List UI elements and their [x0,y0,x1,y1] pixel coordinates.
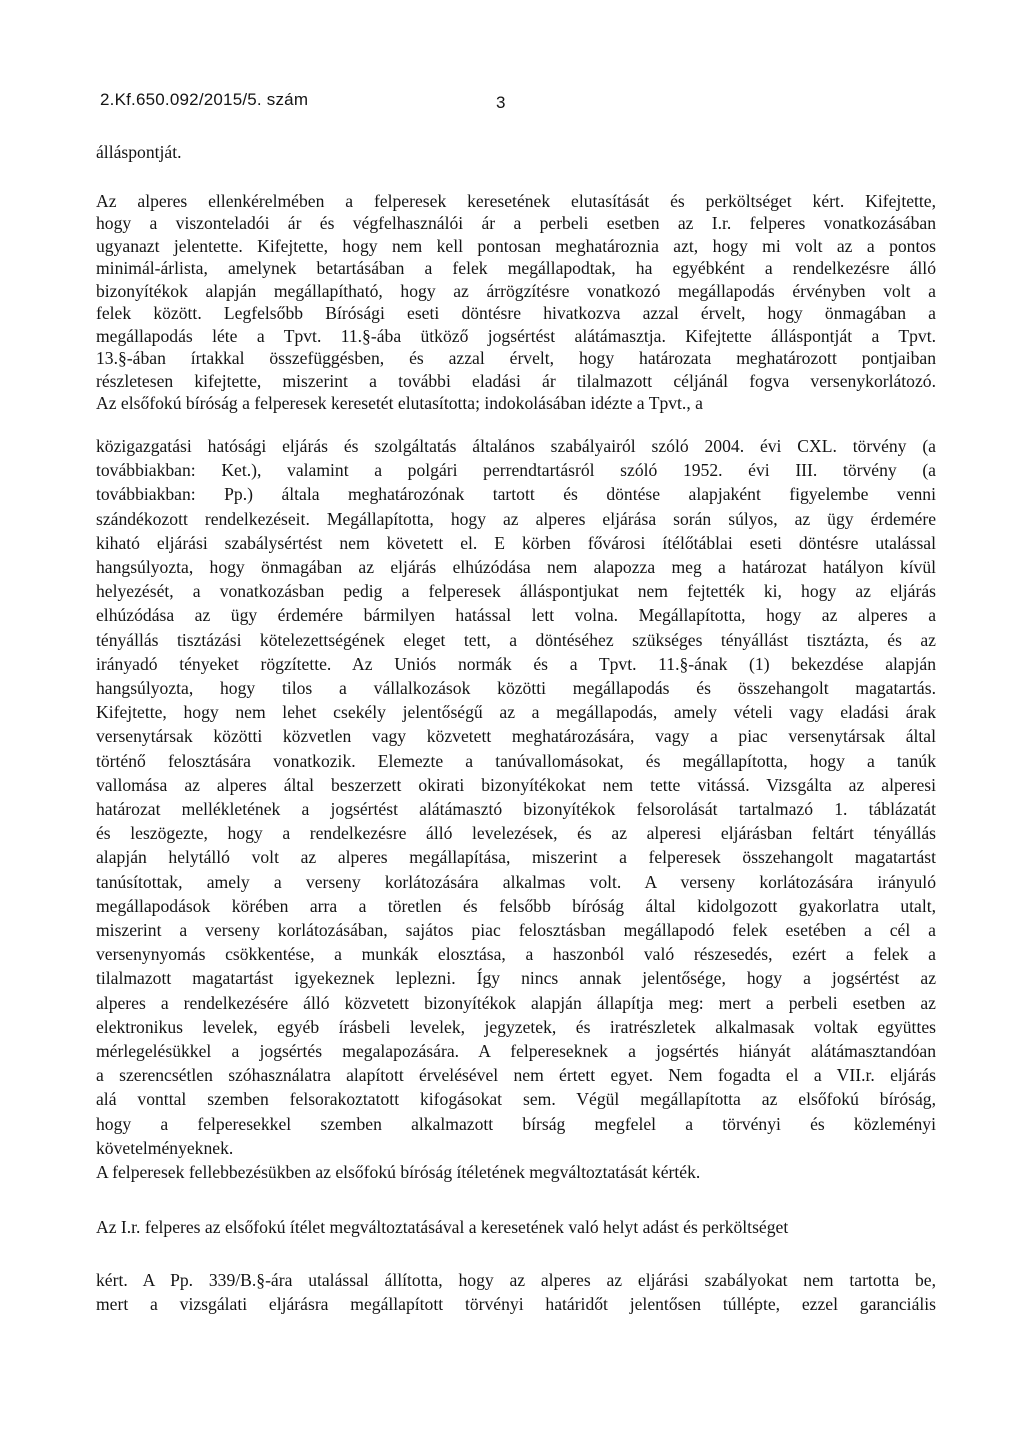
text-line: megállapodás léte a Tpvt. 11.§-ába ütköző jogsértést alátámasztja. Kifejtette álláspontját a Tpvt. [96,326,936,346]
text-line: határozat mellékletének a jogsértést alátámasztó bizonyítékok felsorolását tartalmazó 1. táblázatát [96,799,936,819]
text-line: irányadó tényeket rögzítette. Az Uniós normák és a Tpvt. 11.§-ának (1) bekezdése alapján [96,654,936,674]
text-line: Az I.r. felperes az elsőfokú ítélet megváltoztatásával a keresetének való helyt adást és perköltséget [96,1217,789,1237]
text-line: kiható eljárási szabálysértést nem követett el. E körben fővárosi ítélőtáblai eseti döntésre utalással [96,533,936,553]
text-line: hangsúlyozta, hogy tilos a vállalkozások közötti megállapodás és összehangolt magatartás. [96,678,936,698]
text-line: szándékozott rendelkezéseit. Megállapította, hogy az alperes eljárása során súlyos, az ügy érdemére [96,509,936,529]
text-line: felek között. Legfelsőbb Bírósági eseti döntésre hivatkozva azzal érvelt, hogy önmagában a [96,303,936,323]
text-line: tényállás tisztázási kötelezettségének eleget tett, a döntéséhez szükséges tényállást tisztázta, és az [96,630,936,650]
text-line: vallomása az alperes által beszerzett okirati bizonyítékokat nem tette vitássá. Vizsgálta az alperesi [96,775,936,795]
text-line: részletesen kifejtette, miszerint a további eladási ár tilalmazott céljánál fogva versenykorlátozó. [96,371,936,391]
text-line: alá vonttal szemben felsorakoztatott kifogásokat sem. Végül megállapította az elsőfokú bíróság, [96,1089,936,1109]
text-line: 13.§-ában írtakkal összefüggésben, és azzal érvelt, hogy határozata meghatározott pontjaiban [96,348,936,368]
page-number: 3 [496,93,506,112]
text-line: Az elsőfokú bíróság a felperesek keresetét elutasította; indokolásában idézte a Tpvt., a [96,393,703,413]
text-line: követelményeknek. [96,1138,234,1158]
text-line: tanúsítottak, amely a verseny korlátozására alkalmas volt. A verseny korlátozására irányuló [96,872,936,892]
text-line: tilalmazott magatartást igyekeznek leplezni. Így nincs annak jelentősége, hogy a jogsértést az [96,968,936,988]
text-line: továbbiakban: Pp.) általa meghatározónak tartott és döntése alapjaként figyelembe venni [96,484,936,504]
text-line: és leszögezte, hogy a rendelkezésre álló levelezések, és az alperesi eljárásban feltárt tényállás [96,823,936,843]
text-line: ugyanazt jelentette. Kifejtette, hogy nem kell pontosan meghatároznia azt, hogy mi volt az a pontos [96,236,936,256]
text-line: mérlegelésükkel a jogsértés megalapozására. A felpereseknek a jogsértés hiányát alátámasztandóan [96,1041,936,1061]
text-line: továbbiakban: Ket.), valamint a polgári perrendtartásról szóló 1952. évi III. törvény (a [96,460,936,480]
text-line: hogy a viszonteladói ár és végfelhasználói ár a perbeli esetben az I.r. felperes vonatkozásában [96,213,936,233]
text-line: versenytársak közötti közvetlen vagy közvetett meghatározására, vagy a piac versenytársak által [96,726,936,746]
text-line: elektronikus levelek, egyéb írásbeli levelek, jegyzetek, és iratrészletek alkalmasak voltak együttes [96,1017,936,1037]
text-line: közigazgatási hatósági eljárás és szolgáltatás általános szabályairól szóló 2004. évi CXL. törvény (a [96,436,936,456]
text-line: a szerencsétlen szóhasználatra alapított érvelésével nem értett egyet. Nem fogadta el a VII.r. eljárás [96,1065,936,1085]
text-line: A felperesek fellebbezésükben az elsőfokú bíróság ítéletének megváltoztatását kérték. [96,1162,701,1182]
text-line: mert a vizsgálati eljárásra megállapított törvényi határidőt jelentősen túllépte, ezzel garanciális [96,1294,936,1314]
text-line: alapján helytálló volt az alperes megállapítása, miszerint a felperesek összehangolt magatartást [96,847,936,867]
text-line: kért. A Pp. 339/B.§-ára utalással állította, hogy az alperes az eljárási szabályokat nem tartotta be, [96,1270,936,1290]
case-reference: 2.Kf.650.092/2015/5. szám [100,90,309,109]
text-line: Az alperes ellenkérelmében a felperesek keresetének elutasítását és perköltséget kért. Kifejtette, [96,191,936,211]
text-line: bizonyítékok alapján megállapítható, hogy az árrögzítésre vonatkozó megállapodás érvényben volt a [96,281,936,301]
text-line: minimál-árlista, amelynek betartásában a felek megállapodtak, ha egyébként a rendelkezésre álló [96,258,936,278]
text-line: történő felosztására vonatkozik. Elemezte a tanúvallomásokat, és megállapította, hogy a tanúk [96,751,936,771]
text-line: versenynyomás csökkentése, a munkák elosztása, a haszonból való részesedés, ezért a felek a [96,944,936,964]
text-line: Kifejtette, hogy nem lehet csekély jelentőségű az a megállapodás, amely vételi vagy eladási árak [96,702,936,722]
text-line: hogy a felperesekkel szemben alkalmazott bírság megfelel a törvényi és közleményi [96,1114,936,1134]
text-line: elhúzódása az ügy érdemére bármilyen hatással lett volna. Megállapította, hogy az alperes a [96,605,936,625]
text-line: hangsúlyozta, hogy önmagában az eljárás elhúzódása nem alapozza meg a határozat hatályon kívül [96,557,936,577]
text-line: megállapodások körében arra a töretlen és felsőbb bíróság által kidolgozott gyakorlatra utalt, [96,896,936,916]
text-line: alperes a rendelkezésére álló közvetett bizonyítékok alapján állapítja meg: mert a perbeli esetben az [96,993,936,1013]
text-line: álláspontját. [96,142,182,162]
text-line: helyezését, a vonatkozásban pedig a felperesek álláspontjukat nem fejtették ki, hogy az eljárás [96,581,936,601]
text-line: miszerint a verseny korlátozásában, sajátos piac felosztásban megállapodó felek esetében a cél a [96,920,936,940]
